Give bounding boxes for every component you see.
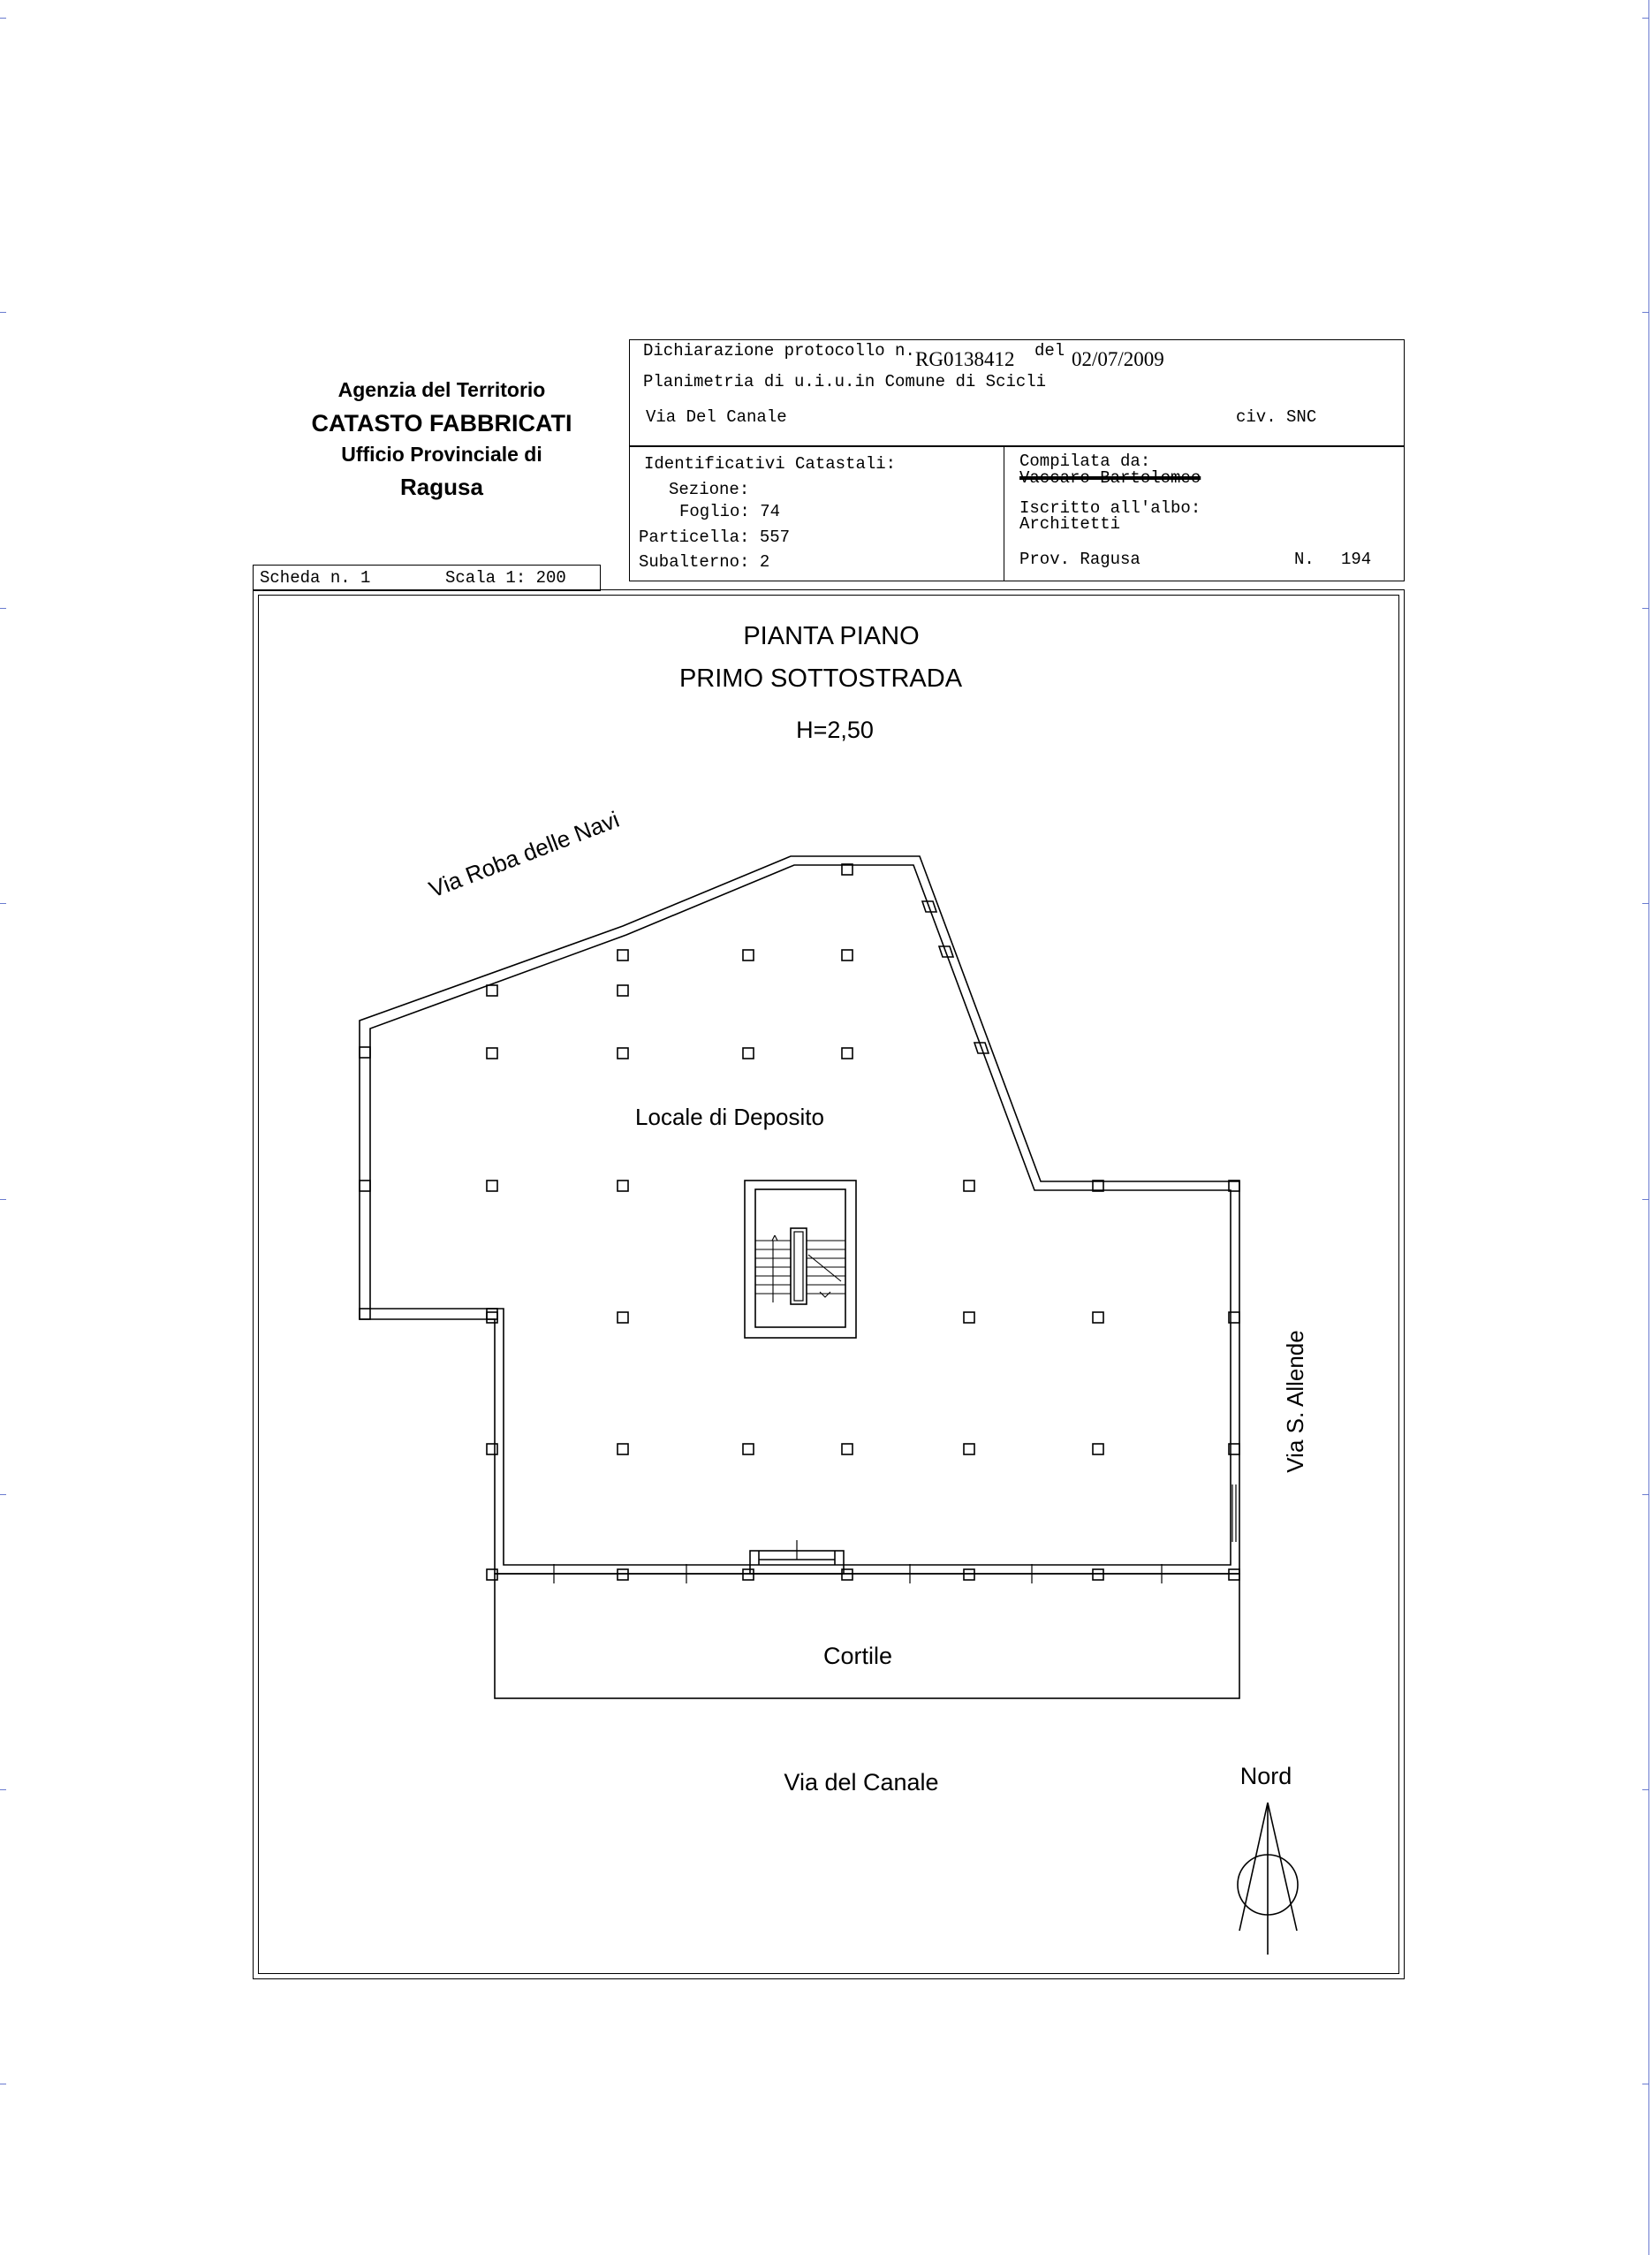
declaration-label: Dichiarazione protocollo n. <box>643 341 915 361</box>
agency-name: Agenzia del Territorio <box>337 378 546 401</box>
civic-number: civ. SNC <box>1236 407 1317 427</box>
subalterno: Subalterno: 2 <box>639 552 770 572</box>
registration-number: 194 <box>1341 550 1372 569</box>
ceiling-height: H=2,50 <box>796 717 874 743</box>
scheda-number: Scheda n. 1 <box>260 568 371 588</box>
stair-treads <box>755 1235 845 1302</box>
particella: Particella: 557 <box>639 528 791 547</box>
address: Via Del Canale <box>646 407 787 427</box>
window-ticks <box>554 1484 1236 1583</box>
foglio: Foglio: 74 <box>679 502 781 521</box>
building-outer-wall <box>360 856 1239 1574</box>
north-label: Nord <box>1239 1763 1292 1789</box>
registration-label: N. <box>1294 550 1315 569</box>
iscritto-albo: Iscritto all'albo: <box>1019 498 1201 518</box>
street-south-label: Via del Canale <box>784 1769 939 1796</box>
albo-name: Architetti <box>1019 514 1121 534</box>
office-city: Ragusa <box>400 474 483 500</box>
room-label: Locale di Deposito <box>635 1104 824 1130</box>
scale: Scala 1: 200 <box>445 568 566 588</box>
planimetria-label: Planimetria di u.i.u.in Comune di Scicli <box>643 372 1047 391</box>
stair-core <box>791 1228 807 1304</box>
del-label: del <box>1034 341 1065 361</box>
wall-pillars <box>360 901 1239 1580</box>
courtyard-label: Cortile <box>822 1643 893 1669</box>
stairwell <box>745 1181 856 1338</box>
sezione: Sezione: <box>669 480 750 499</box>
province: Prov. Ragusa <box>1019 550 1140 569</box>
plan-title-line1: PIANTA PIANO <box>743 622 920 650</box>
street-nw-label: Via Roba delle Navi <box>425 805 623 903</box>
office-label: Ufficio Provinciale di <box>341 443 542 466</box>
compiler-name-redacted: Vaccaro Bartolomeo <box>1019 468 1201 488</box>
protocol-number: RG0138412 <box>915 348 1015 370</box>
compilata-da: Compilata da: <box>1019 452 1151 471</box>
identifiers-title: Identificativi Catastali: <box>644 454 897 474</box>
declaration-date: 02/07/2009 <box>1072 348 1164 370</box>
plan-title-line2: PRIMO SOTTOSTRADA <box>678 664 963 693</box>
catasto-title: CATASTO FABBRICATI <box>311 410 572 437</box>
street-east-label: Via S. Allende <box>1282 1330 1308 1473</box>
north-arrow-icon <box>1238 1803 1298 1955</box>
courtyard <box>495 1574 1239 1698</box>
